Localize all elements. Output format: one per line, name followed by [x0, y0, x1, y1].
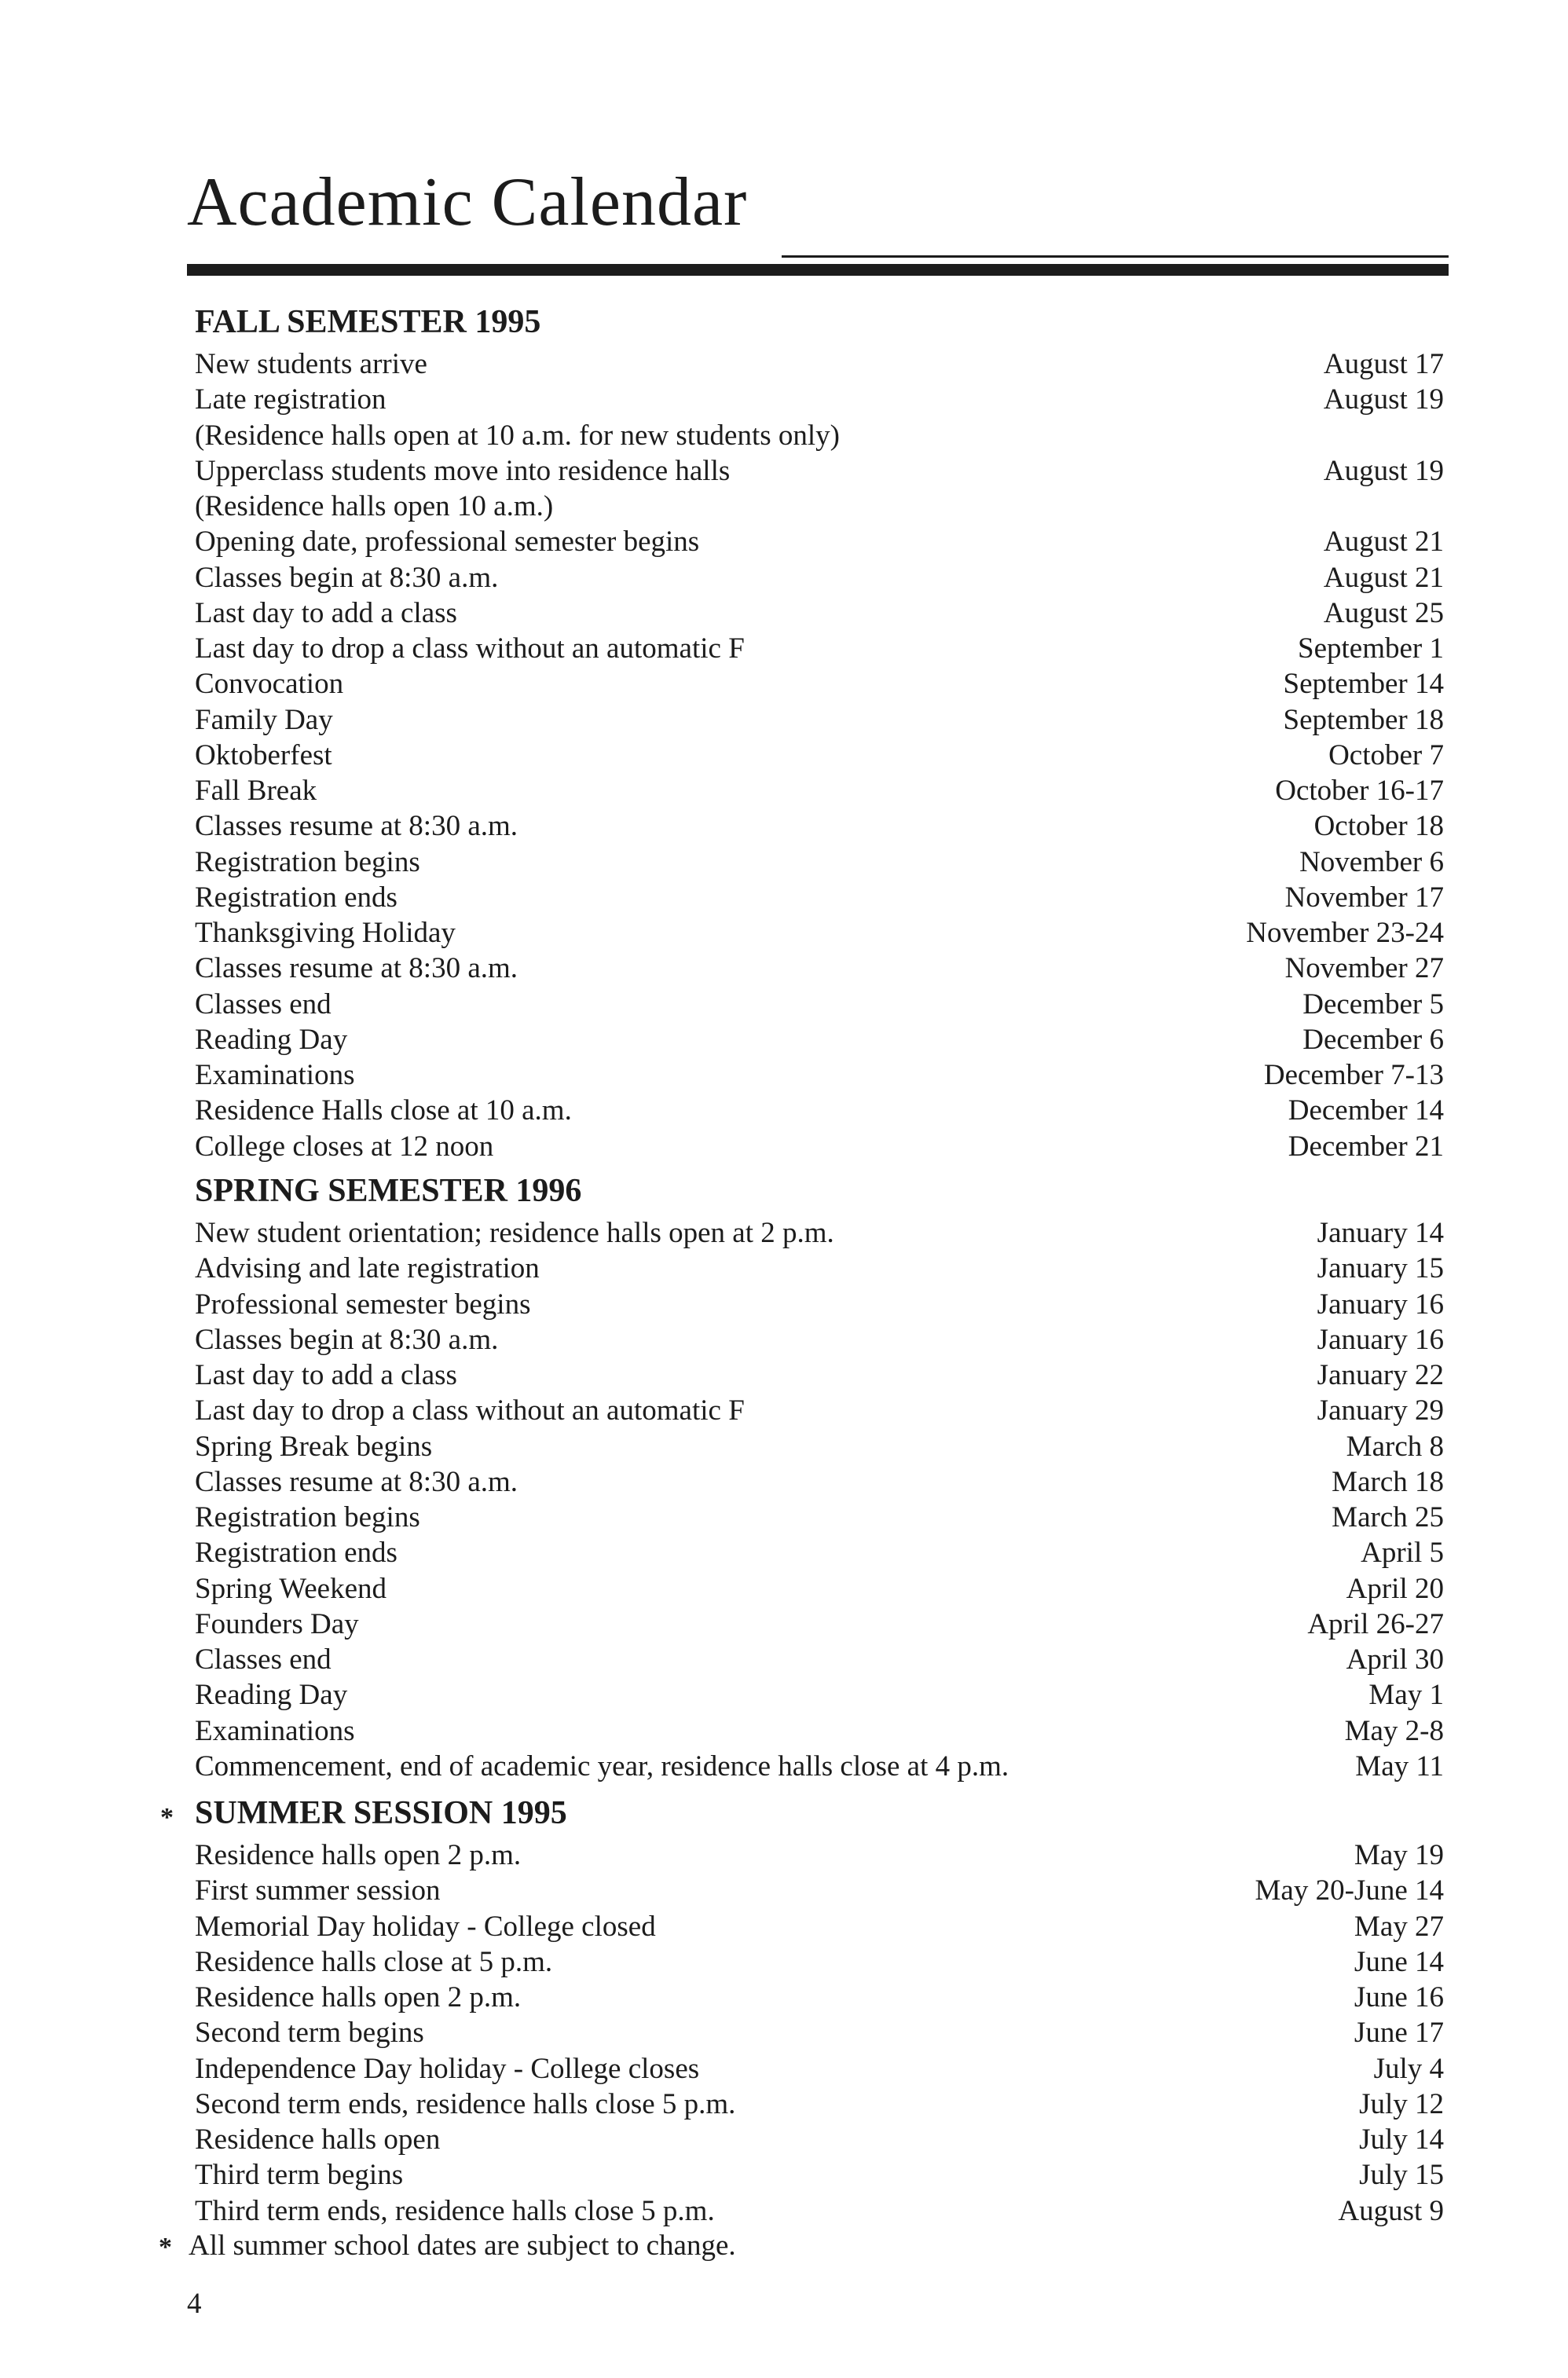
- event-date: April 5: [1361, 1537, 1444, 1570]
- event-date: March 8: [1346, 1430, 1444, 1463]
- event-label: Classes begin at 8:30 a.m.: [195, 1323, 499, 1356]
- event-label: New student orientation; residence halls open at 2 p.m.: [195, 1217, 834, 1249]
- event-label: Classes resume at 8:30 a.m.: [195, 810, 518, 843]
- calendar-row: [0, 773, 1568, 808]
- section-heading-text: FALL SEMESTER 1995: [195, 304, 541, 340]
- calendar-row: [0, 524, 1568, 559]
- page-number: 4: [187, 2288, 202, 2320]
- calendar-row: [0, 915, 1568, 951]
- event-label: Classes begin at 8:30 a.m.: [195, 561, 499, 594]
- event-label: Late registration: [195, 383, 387, 416]
- event-date: August 19: [1323, 383, 1444, 416]
- calendar-row: [0, 382, 1568, 417]
- calendar-row: [0, 1464, 1568, 1500]
- event-date: August 19: [1323, 454, 1444, 487]
- calendar-row: [0, 1838, 1568, 1873]
- event-label: First summer session: [195, 1874, 441, 1907]
- event-date: December 6: [1302, 1023, 1444, 1056]
- calendar-row: [0, 595, 1568, 631]
- event-label: (Residence halls open at 10 a.m. for new students only): [195, 419, 840, 452]
- event-date: August 9: [1338, 2194, 1444, 2227]
- calendar-row: [0, 738, 1568, 773]
- event-label: Last day to drop a class without an automatic F: [195, 1394, 745, 1427]
- event-label: Fall Break: [195, 775, 317, 807]
- footnote: [159, 2228, 736, 2263]
- footnote-asterisk: *: [159, 2233, 172, 2262]
- calendar-row: [0, 1057, 1568, 1093]
- event-label: (Residence halls open 10 a.m.): [195, 490, 554, 522]
- event-label: Third term ends, residence halls close 5 p.m.: [195, 2194, 715, 2227]
- calendar-row: [0, 1607, 1568, 1642]
- calendar-row: [0, 2122, 1568, 2157]
- event-label: Registration begins: [195, 845, 420, 878]
- calendar-row: [0, 1358, 1568, 1393]
- event-date: May 27: [1354, 1910, 1444, 1943]
- event-date: December 14: [1288, 1094, 1444, 1127]
- footnote-text: All summer school dates are subject to change.: [189, 2230, 736, 2262]
- calendar-row: [0, 1129, 1568, 1164]
- event-date: September 14: [1283, 668, 1444, 701]
- calendar-row: [0, 346, 1568, 382]
- calendar-row: [0, 1535, 1568, 1570]
- calendar-row: [0, 489, 1568, 524]
- event-label: Commencement, end of academic year, residence halls close at 4 p.m.: [195, 1750, 1009, 1783]
- calendar-row: [0, 1322, 1568, 1358]
- calendar-row: [0, 1713, 1568, 1749]
- section-heading: [195, 305, 540, 339]
- calendar-row: [0, 1393, 1568, 1428]
- event-label: New students arrive: [195, 348, 427, 380]
- calendar-row: [0, 1571, 1568, 1607]
- calendar-row: [0, 1093, 1568, 1128]
- event-label: Convocation: [195, 668, 344, 701]
- calendar-row: [0, 1022, 1568, 1057]
- calendar-row: [0, 418, 1568, 453]
- section-heading: [160, 1795, 567, 1832]
- title-rule-thin: [782, 255, 1449, 258]
- calendar-row: [0, 808, 1568, 844]
- event-date: January 16: [1317, 1288, 1444, 1321]
- event-label: Classes end: [195, 1643, 332, 1676]
- calendar-row: [0, 2015, 1568, 2050]
- event-date: August 21: [1323, 526, 1444, 559]
- section-heading-text: SUMMER SESSION 1995: [195, 1795, 567, 1831]
- event-label: Classes resume at 8:30 a.m.: [195, 1465, 518, 1498]
- event-label: Reading Day: [195, 1679, 348, 1712]
- event-label: Registration begins: [195, 1501, 420, 1533]
- event-label: Spring Break begins: [195, 1430, 433, 1463]
- event-date: January 16: [1317, 1323, 1444, 1356]
- event-label: Residence halls close at 5 p.m.: [195, 1945, 553, 1978]
- event-label: College closes at 12 noon: [195, 1130, 494, 1163]
- event-date: January 22: [1317, 1359, 1444, 1391]
- calendar-row: [0, 702, 1568, 738]
- event-date: March 25: [1332, 1501, 1444, 1533]
- event-label: Independence Day holiday - College closes: [195, 2052, 700, 2085]
- event-date: January 14: [1317, 1217, 1444, 1249]
- event-date: October 16-17: [1275, 775, 1444, 807]
- event-label: Classes end: [195, 987, 332, 1020]
- event-label: Spring Weekend: [195, 1572, 387, 1605]
- event-label: Upperclass students move into residence halls: [195, 454, 731, 487]
- title-rule-thick: [187, 264, 1449, 276]
- event-label: Second term ends, residence halls close 5 p.m.: [195, 2087, 736, 2120]
- calendar-row: [0, 1873, 1568, 1908]
- calendar-row: [0, 1909, 1568, 1944]
- event-label: Advising and late registration: [195, 1252, 540, 1285]
- event-date: June 16: [1354, 1981, 1444, 2013]
- event-label: Second term begins: [195, 2017, 424, 2050]
- calendar-row: [0, 880, 1568, 915]
- calendar-row: [0, 1500, 1568, 1535]
- calendar-row: [0, 631, 1568, 666]
- event-date: January 29: [1317, 1394, 1444, 1427]
- event-date: October 7: [1328, 738, 1444, 771]
- event-label: Classes resume at 8:30 a.m.: [195, 952, 518, 985]
- event-label: Residence halls open 2 p.m.: [195, 1981, 522, 2013]
- event-label: Thanksgiving Holiday: [195, 917, 456, 949]
- calendar-row: [0, 2157, 1568, 2193]
- event-date: July 12: [1359, 2087, 1444, 2120]
- event-date: October 18: [1313, 810, 1444, 843]
- event-date: December 5: [1302, 987, 1444, 1020]
- event-label: Residence Halls close at 10 a.m.: [195, 1094, 572, 1127]
- event-date: November 23-24: [1246, 917, 1444, 949]
- event-date: June 17: [1354, 2017, 1444, 2050]
- calendar-row: [0, 1642, 1568, 1677]
- page-title: Academic Calendar: [187, 164, 748, 240]
- calendar-row: [0, 2193, 1568, 2229]
- event-label: Founders Day: [195, 1607, 359, 1640]
- event-label: Third term begins: [195, 2159, 404, 2192]
- event-date: September 1: [1298, 632, 1444, 665]
- event-date: November 17: [1284, 881, 1444, 914]
- calendar-row: [0, 1251, 1568, 1286]
- event-date: April 20: [1346, 1572, 1444, 1605]
- section-heading-text: SPRING SEMESTER 1996: [195, 1173, 582, 1209]
- event-date: September 18: [1283, 703, 1444, 736]
- event-label: Residence halls open: [195, 2123, 441, 2156]
- calendar-row: [0, 1980, 1568, 2015]
- section-heading: [195, 1174, 581, 1208]
- calendar-row: [0, 987, 1568, 1022]
- event-date: August 17: [1323, 348, 1444, 380]
- event-date: July 15: [1359, 2159, 1444, 2192]
- event-label: Reading Day: [195, 1023, 348, 1056]
- event-label: Memorial Day holiday - College closed: [195, 1910, 656, 1943]
- event-date: May 20-June 14: [1255, 1874, 1444, 1907]
- event-label: Examinations: [195, 1714, 355, 1747]
- calendar-row: [0, 666, 1568, 702]
- event-label: Examinations: [195, 1059, 355, 1091]
- event-date: December 21: [1288, 1130, 1444, 1163]
- calendar-row: [0, 453, 1568, 489]
- event-label: Residence halls open 2 p.m.: [195, 1839, 522, 1871]
- event-date: May 1: [1368, 1679, 1444, 1712]
- calendar-row: [0, 2087, 1568, 2122]
- event-date: July 4: [1373, 2052, 1444, 2085]
- event-date: May 11: [1355, 1750, 1444, 1783]
- event-label: Last day to add a class: [195, 1359, 457, 1391]
- event-label: Opening date, professional semester begins: [195, 526, 700, 559]
- event-label: Last day to add a class: [195, 596, 457, 629]
- section-asterisk: *: [160, 1803, 174, 1832]
- event-label: Professional semester begins: [195, 1288, 531, 1321]
- event-date: May 2-8: [1344, 1714, 1444, 1747]
- event-date: January 15: [1317, 1252, 1444, 1285]
- event-date: December 7-13: [1263, 1059, 1444, 1091]
- event-date: June 14: [1354, 1945, 1444, 1978]
- calendar-row: [0, 951, 1568, 986]
- calendar-row: [0, 1944, 1568, 1980]
- event-label: Registration ends: [195, 881, 397, 914]
- calendar-row: [0, 2051, 1568, 2087]
- calendar-row: [0, 845, 1568, 880]
- event-date: April 26-27: [1307, 1607, 1444, 1640]
- event-date: July 14: [1359, 2123, 1444, 2156]
- calendar-row: [0, 1749, 1568, 1784]
- event-date: August 21: [1323, 561, 1444, 594]
- event-date: November 27: [1284, 952, 1444, 985]
- event-label: Oktoberfest: [195, 738, 332, 771]
- event-label: Last day to drop a class without an automatic F: [195, 632, 745, 665]
- calendar-row: [0, 1677, 1568, 1713]
- event-date: November 6: [1299, 845, 1444, 878]
- event-date: August 25: [1323, 596, 1444, 629]
- event-date: May 19: [1354, 1839, 1444, 1871]
- event-label: Registration ends: [195, 1537, 397, 1570]
- calendar-row: [0, 560, 1568, 595]
- calendar-row: [0, 1287, 1568, 1322]
- event-date: April 30: [1346, 1643, 1444, 1676]
- event-label: Family Day: [195, 703, 333, 736]
- event-date: March 18: [1332, 1465, 1444, 1498]
- calendar-row: [0, 1429, 1568, 1464]
- calendar-row: [0, 1215, 1568, 1251]
